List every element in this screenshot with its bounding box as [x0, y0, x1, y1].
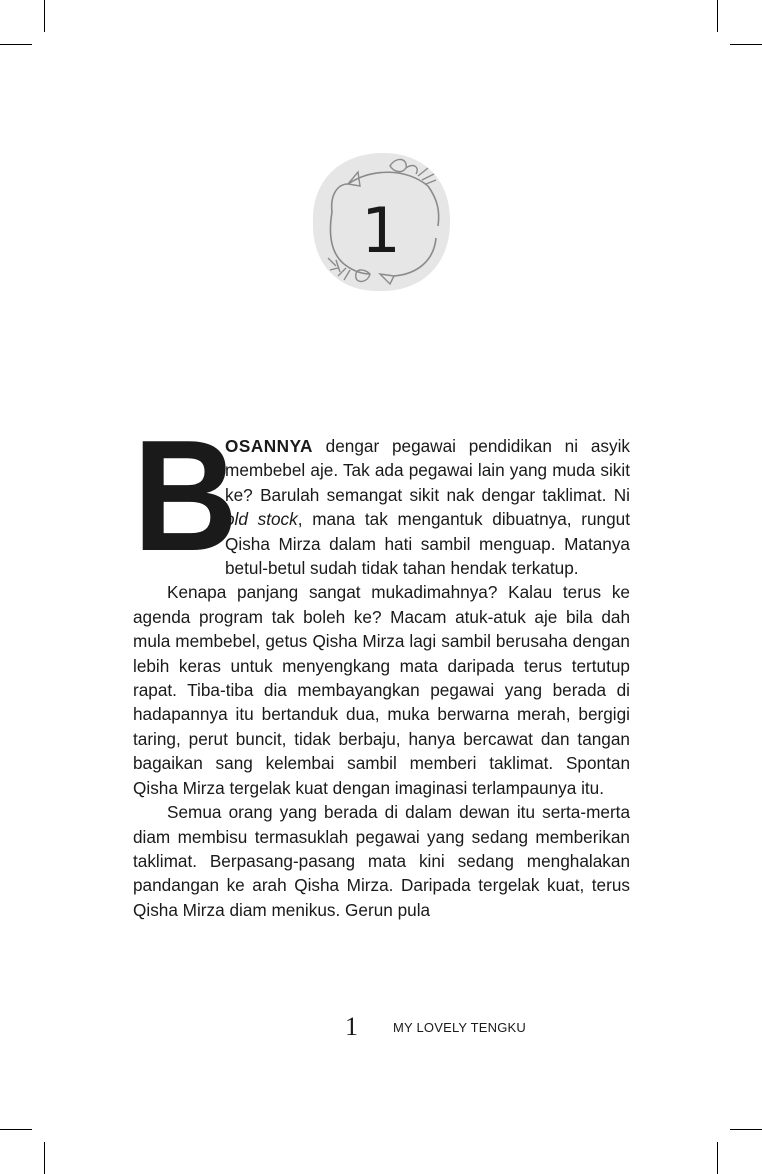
crop-mark-top-right-vertical — [717, 0, 718, 32]
crop-mark-bottom-right-vertical — [717, 1142, 718, 1174]
paragraph-1 — [133, 408, 630, 584]
drop-cap: B — [133, 408, 237, 584]
paragraph-2: Kenapa panjang sangat mukadimahnya? Kalau terus ke agenda program tak boleh ke? Macam atuk-atuk aje bila dah mula membebel, getus Qisha Mirza lagi sambil berusaha dengan lebih keras untuk menyengkang mata daripada terus tertutup rapat. Tiba-tiba dia membayangkan pegawai yang berada di hadapannya itu bertanduk dua, muka berwarna merah, bergigi taring, perut buncit, tidak berbaju, hanya bercawat dan tangan bagaikan sang kelembai sambil memberi taklimat. Spontan Qisha Mirza tergelak kuat dengan imaginasi terlampaunya itu. — [133, 582, 630, 798]
crop-mark-bottom-right-horizontal — [730, 1129, 762, 1130]
paragraph-1-text-b: , mana tak mengantuk dibuatnya, rungut Qisha Mirza dalam hati sambil menguap. Matanya betul-betul sudah tidak tahan hendak terkatup. — [225, 509, 630, 579]
lead-word: OSANNYA — [225, 436, 313, 456]
chapter-badge — [310, 150, 452, 294]
paragraph-1-text-a: dengar pegawai pendidikan ni asyik membebel aje. Tak ada pegawai lain yang muda sikit ke? Barulah semangat sikit nak dengar taklimat. Ni — [225, 436, 630, 505]
body-text — [133, 408, 630, 922]
paragraph-1-italic: old stock — [225, 509, 298, 530]
chapter-number: 1 — [361, 194, 401, 267]
crop-mark-top-right-horizontal — [730, 44, 762, 45]
crop-mark-bottom-left-horizontal — [0, 1129, 32, 1130]
paragraph-3: Semua orang yang berada di dalam dewan itu serta-merta diam membisu termasuklah pegawai yang sedang memberikan taklimat. Berpasang-pasang mata kini sedang menghalakan pandangan ke arah Qisha Mirza. Daripada tergelak kuat, terus Qisha Mirza diam menikus. Gerun pula — [133, 802, 630, 920]
crop-mark-top-left-vertical — [44, 0, 45, 32]
crop-mark-bottom-left-vertical — [44, 1142, 45, 1174]
page-number: 1 — [345, 1012, 358, 1041]
chapter-badge-graphic — [310, 150, 452, 294]
page-footer — [0, 1012, 762, 1042]
crop-mark-top-left-horizontal — [0, 44, 32, 45]
running-title: MY LOVELY TENGKU — [393, 1020, 527, 1035]
